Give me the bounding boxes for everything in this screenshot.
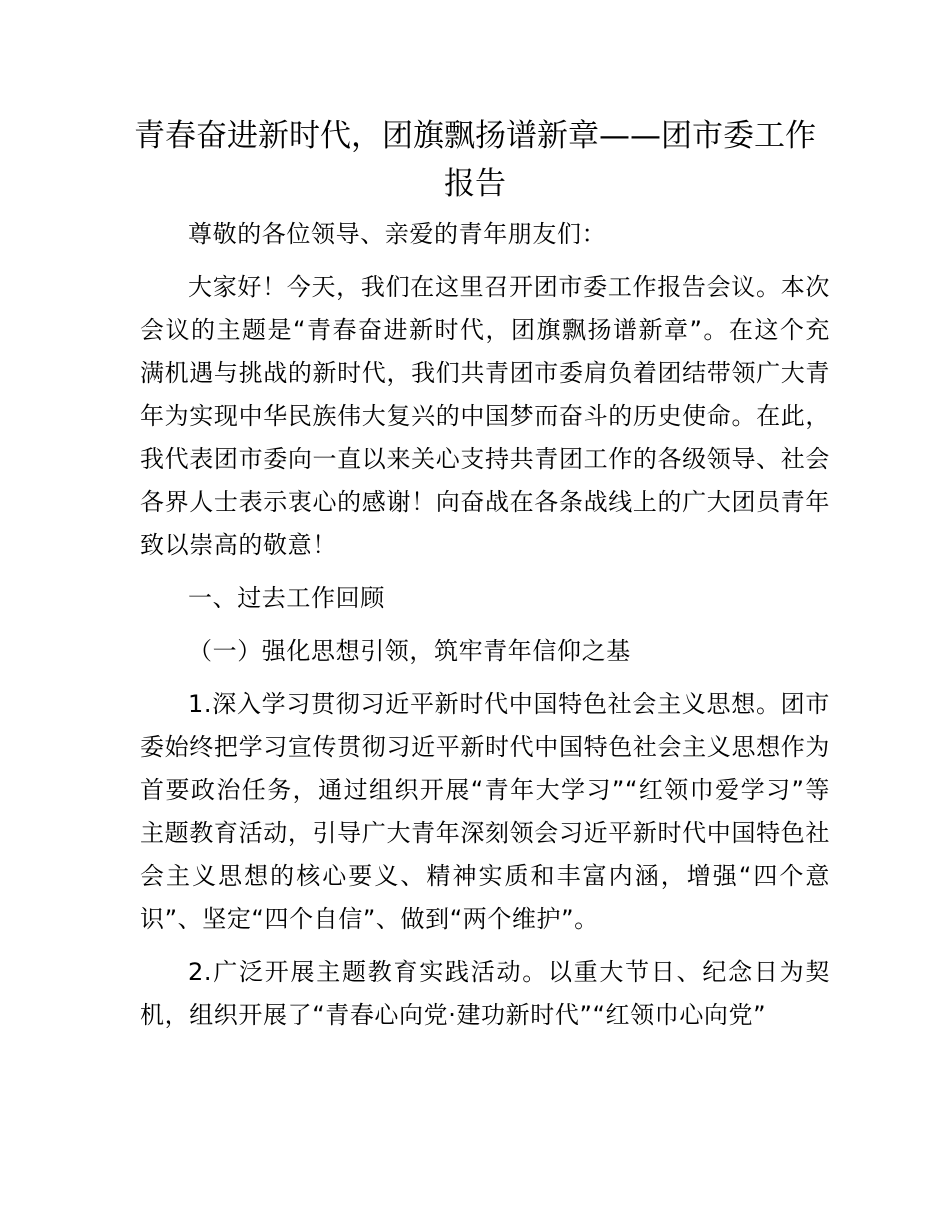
salutation-paragraph: 尊敬的各位领导、亲爱的青年朋友们：	[188, 220, 607, 248]
document-body	[140, 213, 830, 1047]
document-title: 青春奋进新时代，团旗飘扬谱新章——团市委工作报告	[134, 118, 816, 202]
body-paragraph: 1.深入学习贯彻习近平新时代中国特色社会主义思想。团市委始终把学习宣传贯彻习近平新时代中国特色社会主义思想作为首要政治任务，通过组织开展“青年大学习”“红领巾爱学习”等主题教育活动，引导广大青年深刻领会习近平新时代中国特色社会主义思想的核心要义、精神实质和丰富内涵，增强“四个意识”、坚定“四个自信”、做到“两个维护”。	[140, 690, 830, 933]
subsection-heading: （一）强化思想引领，筑牢青年信仰之基	[188, 637, 631, 665]
opening-paragraph: 大家好！今天，我们在这里召开团市委工作报告会议。本次会议的主题是“青春奋进新时代，团旗飘扬谱新章”。在这个充满机遇与挑战的新时代，我们共青团市委肩负着团结带领广大青年为实现中华民族伟大复兴的中国梦而奋斗的历史使命。在此，我代表团市委向一直以来关心支持共青团工作的各级领导、社会各界人士表示衷心的感谢！向奋战在各条战线上的广大团员青年致以崇高的敬意！	[140, 273, 830, 559]
body-paragraph: 2.广泛开展主题教育实践活动。以重大节日、纪念日为契机，组织开展了“青春心向党·建功新时代”“红领巾心向党”	[140, 958, 830, 1029]
section-heading: 一、过去工作回顾	[188, 584, 385, 612]
